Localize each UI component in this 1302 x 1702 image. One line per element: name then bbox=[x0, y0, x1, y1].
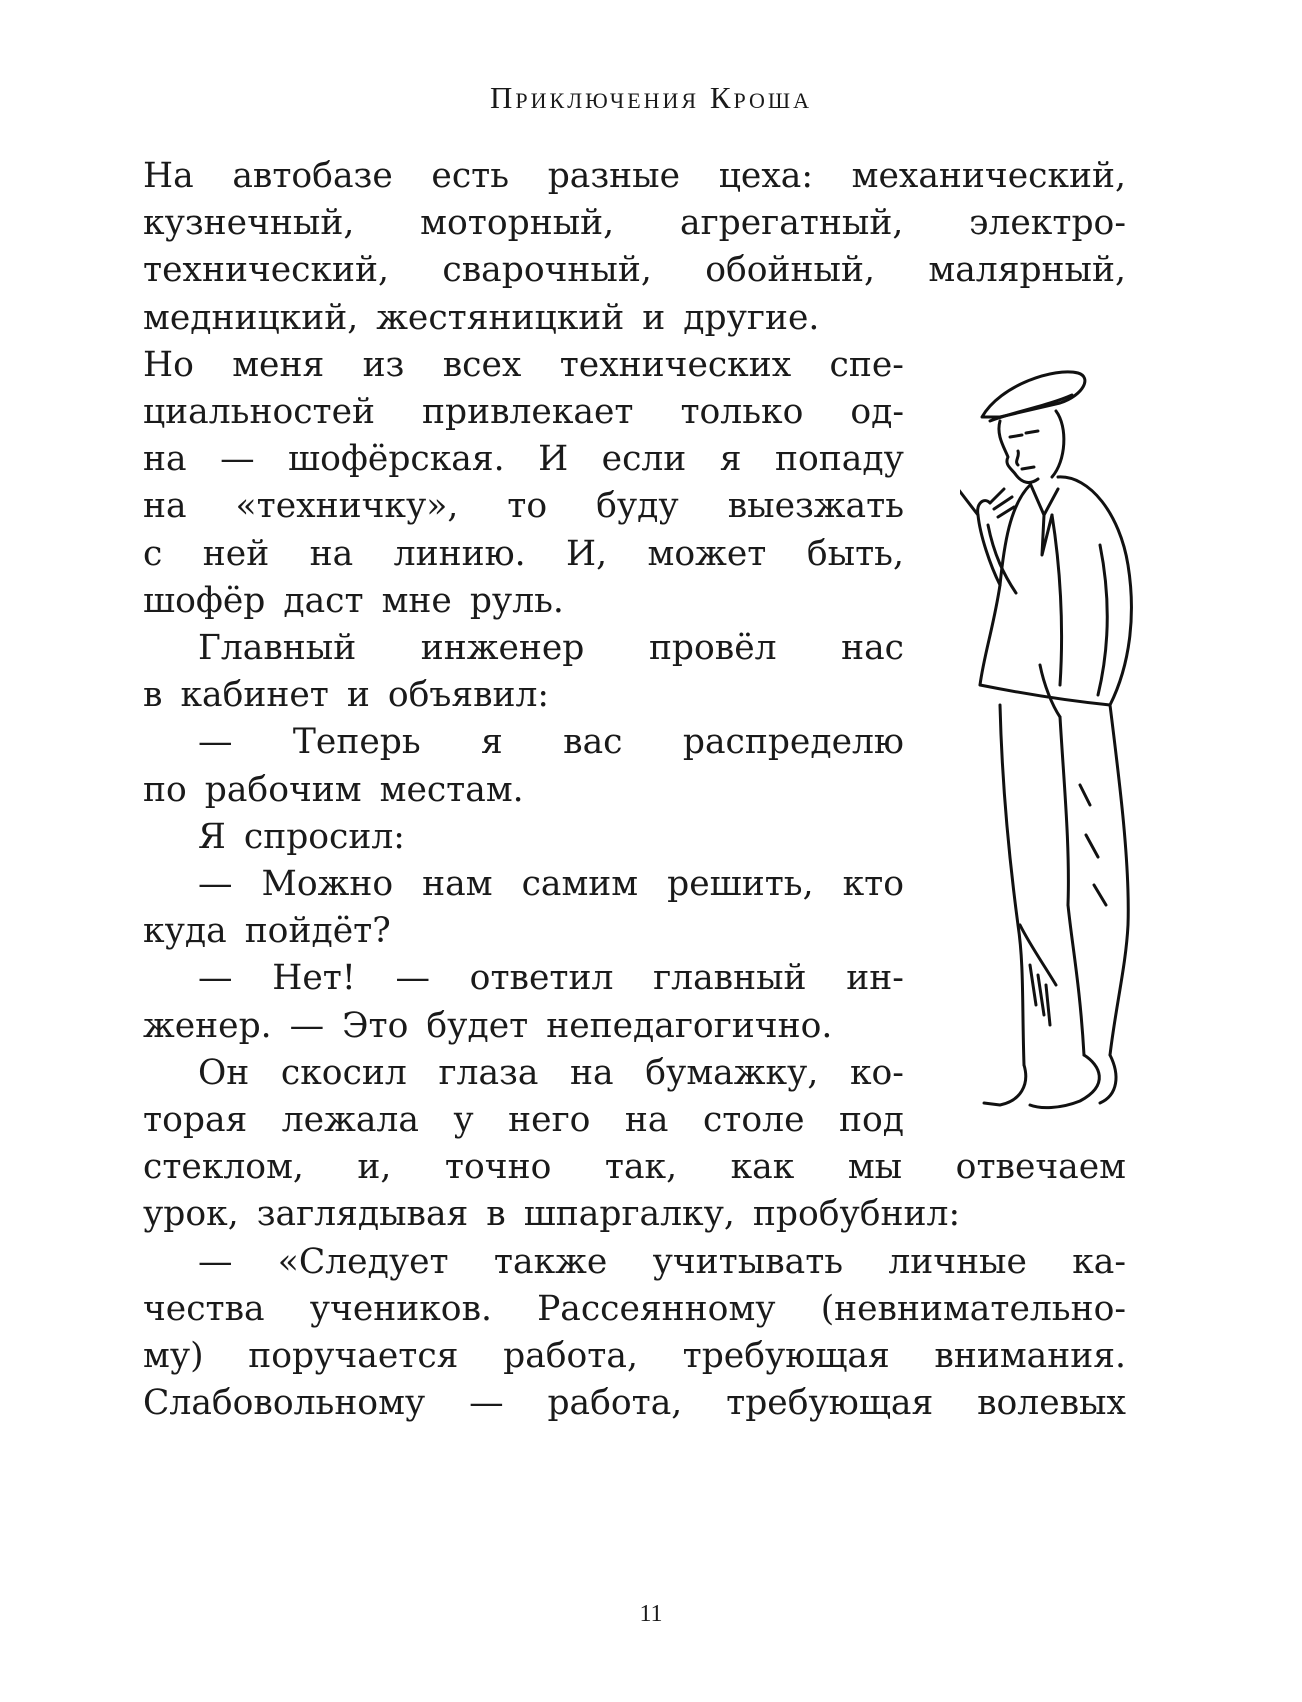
text-line: на «техничку», то буду выезжать bbox=[143, 486, 904, 527]
text-line: с ней на линию. И, может быть, bbox=[143, 533, 904, 574]
text-line: — Теперь я вас распределю bbox=[198, 722, 904, 763]
text-line: Я спросил: bbox=[198, 816, 405, 857]
text-line: — «Следует также учитывать личные ка- bbox=[198, 1241, 1126, 1282]
running-head: Приключения Кроша bbox=[490, 80, 812, 115]
man-in-cap-illustration-icon bbox=[960, 365, 1200, 1215]
text-line: урок, заглядывая в шпаргалку, пробубнил: bbox=[143, 1194, 961, 1235]
text-line: — Можно нам самим решить, кто bbox=[198, 864, 904, 904]
text-line: на — шофёрская. И если я попаду bbox=[143, 439, 904, 480]
text-line: по рабочим местам. bbox=[143, 769, 524, 810]
text-line: куда пойдёт? bbox=[143, 911, 391, 952]
text-line: — Нет! — ответил главный ин- bbox=[198, 958, 904, 999]
text-line: медницкий, жестяницкий и другие. bbox=[143, 297, 820, 338]
text-line: Он скосил глаза на бумажку, ко- bbox=[198, 1052, 904, 1093]
text-line: стеклом, и, точно так, как мы отвечаем bbox=[143, 1147, 1126, 1188]
text-line: технический, сварочный, обойный, малярный, bbox=[143, 250, 1126, 291]
text-line: Слабовольному — работа, требующая волевых bbox=[143, 1383, 1126, 1424]
text-line: в кабинет и объявил: bbox=[143, 675, 550, 716]
text-line: На автобазе есть разные цеха: механический, bbox=[143, 156, 1126, 196]
text-line: му) поручается работа, требующая внимания. bbox=[143, 1336, 1126, 1376]
text-line: женер. — Это будет непедагогично. bbox=[143, 1005, 833, 1046]
text-line: торая лежала у него на столе под bbox=[143, 1100, 904, 1140]
page-number: 11 bbox=[639, 1601, 663, 1627]
text-line: шофёр даст мне руль. bbox=[143, 580, 564, 621]
text-line: циальностей привлекает только од- bbox=[143, 392, 904, 432]
text-line: Но меня из всех технических спе- bbox=[143, 344, 904, 385]
text-line: кузнечный, моторный, агрегатный, электро- bbox=[143, 203, 1126, 244]
text-line: чества учеников. Рассеянному (невнимательно- bbox=[143, 1288, 1126, 1329]
text-line: Главный инженер провёл нас bbox=[198, 628, 904, 668]
